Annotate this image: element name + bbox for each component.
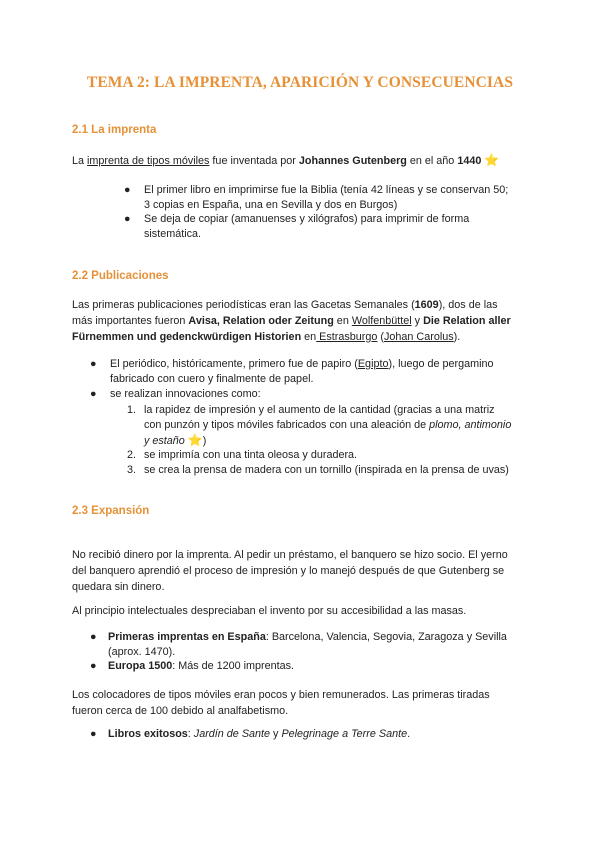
bullet-text: El primer libro en imprimirse fue la Biblia (tenía 42 líneas y se conservan 50; [144,184,509,196]
year-1440: 1440 [457,155,482,167]
star-icon: ⭐ [484,153,500,167]
text: plomo, antimonio [429,419,512,431]
section-heading-publicaciones: 2.2 Publicaciones [72,270,169,282]
text: en [333,315,352,327]
bullet-icon: ● [90,728,97,740]
text: Europa 1500 [108,660,173,672]
bullet-icon: ● [90,388,97,400]
item-text: se imprimía con una tinta oleosa y duradera. [144,449,358,461]
bullet-text: Se deja de copiar (amanuenses y xilógrafos) para imprimir de forma [144,213,470,225]
text: La [72,155,88,167]
text-line: fueron cerca de 100 debido al analfabetismo. [72,705,289,717]
link-johan-carolus[interactable]: Johan Carolus [384,331,454,343]
item-number: 3. [126,464,136,476]
bullet-icon: ● [124,184,131,196]
document-title: TEMA 2: LA IMPRENTA, APARICIÓN Y CONSECUENCIAS [86,74,514,91]
intro-paragraph [72,152,532,169]
text: : Más de 1200 imprentas. [172,660,295,672]
publicaciones-paragraph [72,297,542,345]
expansion-paragraph-1 [72,547,542,595]
bullet-text: (aprox. 1470). [108,646,176,658]
text: Las primeras publicaciones periodísticas eran las Gacetas Semanales ( [72,299,415,311]
item-number: 2. [126,449,136,461]
book-title: Pelegrinage a Terre Sante [281,728,408,740]
text: : [187,728,194,740]
item-text [144,418,511,433]
link-wolfenbuttel[interactable]: Wolfenbüttel [351,315,412,327]
text: ) [202,435,207,447]
expansion-paragraph-2: Al principio intelectuales despreciaban el invento por su accesibilidad a las masas. [72,605,467,617]
text: fue inventada por [209,155,299,167]
bullet-icon: ● [90,358,97,370]
text: y [411,315,424,327]
item-text: la rapidez de impresión y el aumento de la cantidad (gracias a una matriz [144,404,495,416]
text: ), luego de pergamino [388,358,494,370]
text: y estaño [144,435,185,447]
section-heading-expansion: 2.3 Expansión [72,505,150,517]
text: en el año [406,155,458,167]
text-line: Los colocadores de tipos móviles eran pocos y bien remunerados. Las primeras tiradas [72,689,490,701]
link-estrasburgo[interactable]: Estrasburgo [316,331,378,343]
bullet-text: se realizan innovaciones como: [110,388,261,400]
text: . [407,728,411,740]
gazette-title: Fürnemmen und gedenckwürdigen Historien [72,331,302,343]
item-text [144,433,206,449]
bullet-icon: ● [124,213,131,225]
star-icon: ⭐ [187,433,203,447]
bullet-text: fabricado con cuero y finalmente de papel. [110,373,314,385]
gazette-title: Avisa, Relation oder Zeitung [188,315,334,327]
text: Libros exitosos [108,728,188,740]
text: Primeras imprentas en España [108,631,266,643]
text: ). [453,331,461,343]
text: y [270,728,282,740]
bullet-text: 3 copias en España, una en Sevilla y dos en Burgos) [144,199,398,211]
bullet-text [108,659,294,674]
gutenberg-name: Johannes Gutenberg [298,155,407,167]
gazette-title: Die Relation aller [423,315,511,327]
text-line: quedara sin dinero. [72,581,165,593]
link-imprenta-tipos-moviles[interactable]: imprenta de tipos móviles [87,155,210,167]
text: más importantes fueron [72,315,189,327]
text: : Barcelona, Valencia, Segovia, Zaragoza y Sevilla [265,631,507,643]
item-number: 1. [126,404,136,416]
section-heading-imprenta: 2.1 La imprenta [72,124,157,136]
item-text: se crea la prensa de madera con un tornillo (inspirada en la prensa de uvas) [144,464,509,476]
text-line: del banquero aprendió el proceso de impresión y lo manejó después de que Gutenberg se [72,565,505,577]
text: ( [377,331,385,343]
year-1609: 1609 [414,299,439,311]
bullet-text: sistemática. [144,228,201,240]
bullet-text [110,357,494,372]
bullet-icon: ● [90,631,97,643]
bullet-text [108,727,410,742]
text: en [301,331,317,343]
text: El periódico, históricamente, primero fue de papiro ( [110,358,358,370]
bullet-text [108,630,507,645]
expansion-paragraph-3 [72,687,542,719]
text: con punzón y tipos móviles fabricados con una aleación de [144,419,430,431]
link-egipto[interactable]: Egipto [357,358,389,370]
text-line: No recibió dinero por la imprenta. Al pedir un préstamo, el banquero se hizo socio. El yerno [72,549,508,561]
book-title: Jardín de Sante [193,728,271,740]
bullet-icon: ● [90,660,97,672]
text: ), dos de las [438,299,498,311]
